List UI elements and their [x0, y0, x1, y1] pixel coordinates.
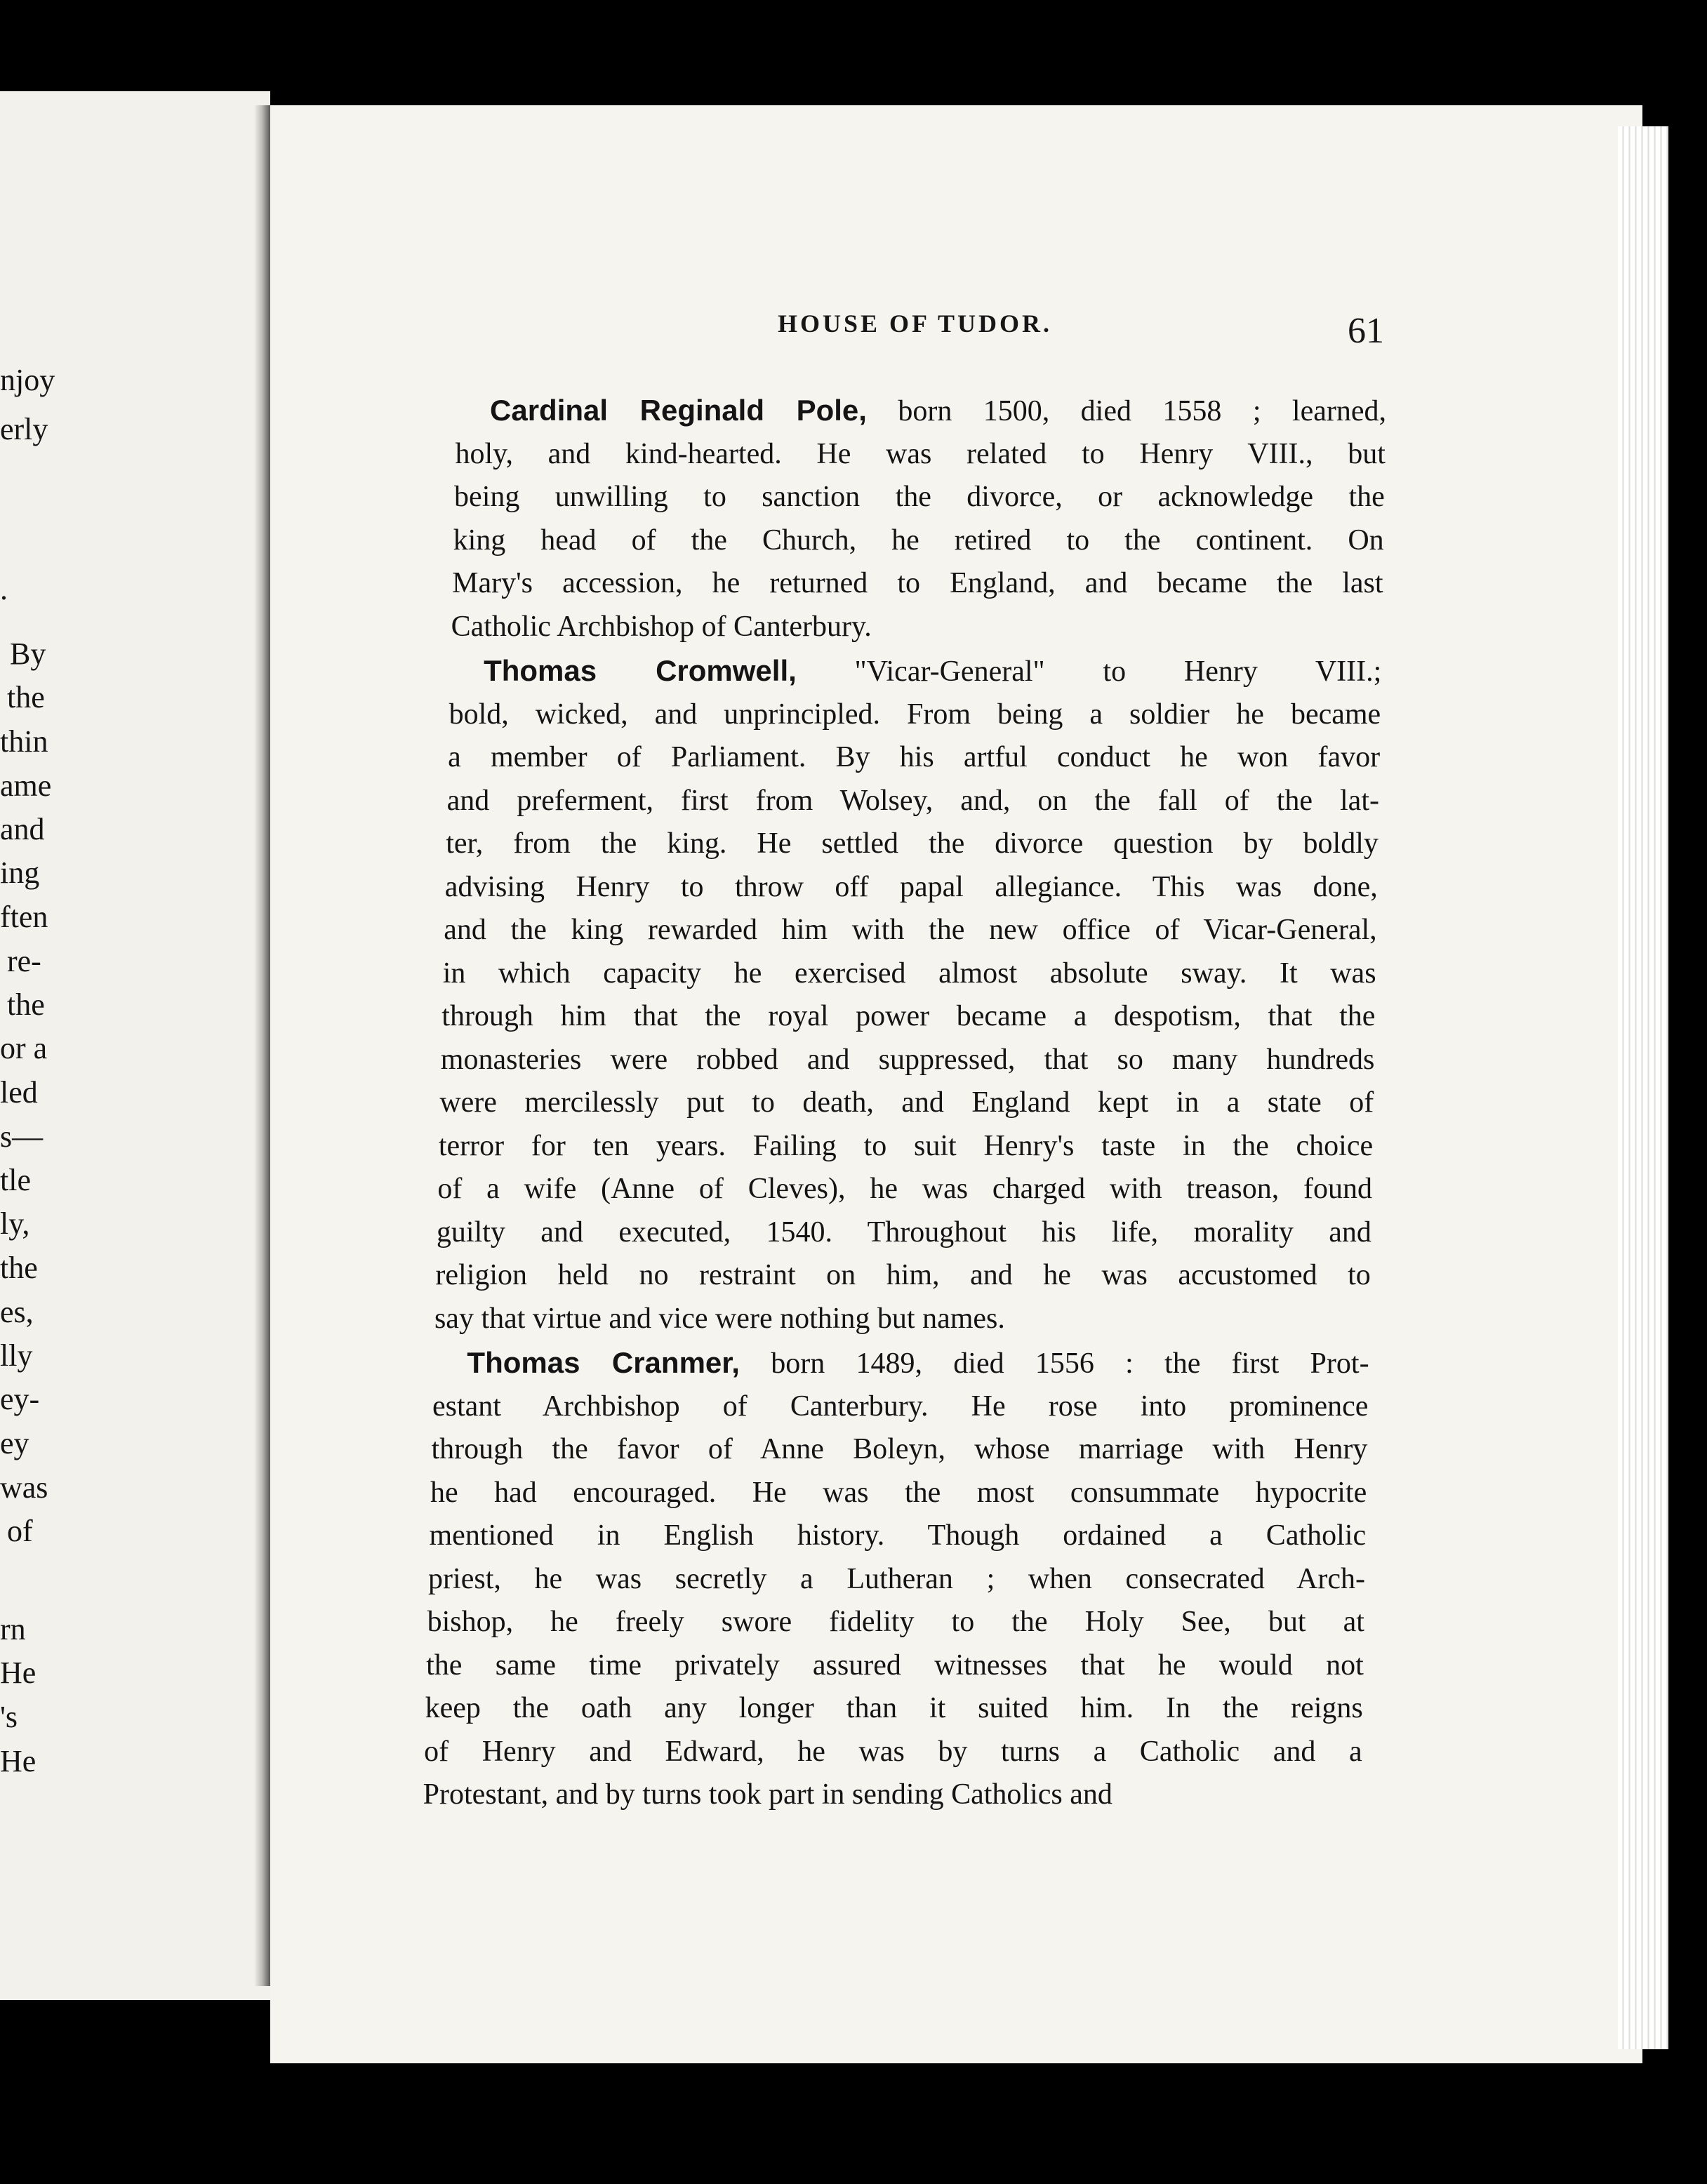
entry-name: Thomas Cranmer,: [467, 1346, 740, 1379]
paragraph-line: [443, 956, 1376, 991]
page-edge-stack: [1618, 126, 1668, 2049]
line-text: through him that the royal power became a despotism, that the: [441, 1000, 1376, 1032]
line-text: in which capacity he exercised almost absolute sway. It was: [442, 957, 1376, 990]
left-page-fragment: njoy: [0, 363, 55, 397]
left-page-fragment: of: [7, 1514, 33, 1548]
paragraph-line: [423, 1777, 1112, 1812]
paragraph-line: [441, 1042, 1375, 1077]
paragraph-line: [431, 1432, 1367, 1467]
line-text: terror for ten years. Failing to suit Henry's taste in the choice: [438, 1129, 1374, 1162]
line-text: mentioned in English history. Though ordained a Catholic: [429, 1519, 1367, 1552]
line-text: advising Henry to throw off papal allegiance. This was done,: [444, 870, 1378, 903]
paragraph-line: [439, 1085, 1374, 1120]
line-text: Catholic Archbishop of Canterbury.: [451, 610, 872, 643]
line-text: priest, he was secretly a Lutheran ; when consecrated Arch-: [428, 1562, 1366, 1595]
left-page-fragment: By: [10, 637, 46, 671]
line-text: of Henry and Edward, he was by turns a Catholic and a: [424, 1735, 1362, 1768]
left-page-fragment: led: [0, 1075, 38, 1110]
line-text: of a wife (Anne of Cleves), he was charged with treason, found: [437, 1173, 1373, 1205]
line-text: ter, from the king. He settled the divorce question by boldly: [446, 827, 1379, 860]
line-text: and the king rewarded him with the new office of Vicar-General,: [444, 914, 1377, 946]
line-text: a member of Parliament. By his artful conduct he won favor: [448, 741, 1381, 773]
paragraph-line: [430, 1518, 1367, 1553]
entry-name: Cardinal Reginald Pole,: [490, 394, 867, 427]
left-page-fragment: or a: [0, 1031, 48, 1065]
paragraph-line: [445, 870, 1378, 905]
left-page-fragment: ey-: [0, 1382, 40, 1416]
paragraph-line: [456, 437, 1386, 472]
line-text: bishop, he freely swore fidelity to the Holy See, but at: [427, 1606, 1364, 1638]
left-page-fragment: 's: [0, 1700, 18, 1734]
paragraph-line: [446, 826, 1379, 861]
left-page-fragment: s—: [0, 1119, 44, 1154]
left-page-fragment: was: [0, 1470, 48, 1505]
line-text: Protestant, and by turns took part in sending Catholics and: [423, 1778, 1112, 1811]
line-text: "Vicar-General" to Henry VIII.;: [796, 655, 1382, 688]
paragraph-line: [426, 1648, 1364, 1683]
left-page-fragment: .: [0, 572, 8, 606]
paragraph-first-line: [490, 393, 1386, 429]
paragraph-line: [430, 1475, 1367, 1510]
left-page-fragment: ing: [0, 855, 40, 890]
paragraph-line: [435, 1258, 1370, 1293]
left-page-fragment: lly: [0, 1338, 33, 1373]
paragraph-line: [454, 479, 1385, 514]
line-text: holy, and kind-hearted. He was related to Henry VIII., but: [455, 437, 1386, 470]
line-text: were mercilessly put to death, and England kept in a state of: [439, 1086, 1374, 1119]
line-text: the same time privately assured witnesses that he would not: [426, 1649, 1364, 1682]
line-text: through the favor of Anne Boleyn, whose marriage with Henry: [431, 1433, 1368, 1465]
paragraph-line: [437, 1171, 1372, 1206]
paragraph-line: [425, 1691, 1363, 1726]
paragraph-first-line: [484, 653, 1381, 689]
left-page-fragment: thin: [0, 724, 48, 759]
line-text: he had encouraged. He was the most consummate hypocrite: [430, 1476, 1367, 1509]
entry-name: Thomas Cromwell,: [484, 654, 797, 687]
left-page-fragment: ey: [0, 1426, 29, 1460]
line-text: bold, wicked, and unprincipled. From being a soldier he became: [449, 698, 1381, 731]
left-page-fragment: tle: [0, 1163, 31, 1197]
paragraph-line: [444, 912, 1376, 947]
left-page-fragment: re-: [7, 944, 41, 978]
running-head: HOUSE OF TUDOR.: [778, 309, 1053, 338]
line-text: and preferment, first from Wolsey, and, on the fall of the lat-: [446, 784, 1379, 817]
line-text: guilty and executed, 1540. Throughout his life, morality and: [436, 1216, 1371, 1249]
line-text: born 1500, died 1558 ; learned,: [866, 395, 1386, 427]
paragraph-line: [427, 1604, 1364, 1639]
left-page-fragment: the: [7, 680, 45, 714]
left-page-fragment: and: [0, 812, 45, 846]
line-text: Mary's accession, he returned to England, and became the last: [452, 567, 1383, 599]
paragraph-line: [452, 566, 1383, 601]
left-page-fragment: es,: [0, 1295, 34, 1329]
paragraph-line: [448, 740, 1380, 775]
paragraph-line: [441, 999, 1375, 1034]
paragraph-line: [453, 523, 1384, 558]
left-page-fragment: ly,: [0, 1206, 30, 1241]
left-page-fragment: erly: [0, 412, 48, 446]
line-text: say that virtue and vice were nothing but names.: [434, 1302, 1005, 1335]
line-text: monasteries were robbed and suppressed, that so many hundreds: [440, 1043, 1375, 1076]
left-page-fragment: rn: [0, 1612, 26, 1646]
line-text: estant Archbishop of Canterbury. He rose into prominence: [432, 1390, 1369, 1423]
page-number: 61: [1348, 311, 1384, 351]
left-page-fragment: He: [0, 1656, 36, 1690]
paragraph-line: [434, 1301, 1005, 1336]
line-text: being unwilling to sanction the divorce, or acknowledge the: [454, 481, 1385, 513]
paragraph-line: [439, 1128, 1373, 1164]
paragraph-line: [447, 783, 1379, 818]
line-text: king head of the Church, he retired to the continent. On: [453, 524, 1384, 557]
left-page-fragment: ame: [0, 768, 52, 803]
paragraph-first-line: [467, 1345, 1369, 1381]
paragraph-line: [451, 609, 872, 644]
paragraph-line: [449, 697, 1381, 732]
left-page-fragment: the: [7, 987, 45, 1022]
paragraph-line: [437, 1215, 1371, 1250]
left-page-fragment: ften: [0, 900, 48, 934]
paragraph-line: [432, 1389, 1369, 1424]
paragraph-line: [424, 1734, 1362, 1769]
line-text: born 1489, died 1556 : the first Prot-: [739, 1347, 1369, 1380]
line-text: keep the oath any longer than it suited him. In the reigns: [425, 1692, 1363, 1724]
line-text: religion held no restraint on him, and he was accustomed to: [435, 1259, 1371, 1291]
left-page-fragment: He: [0, 1744, 36, 1778]
left-page-fragment: the: [0, 1251, 38, 1285]
paragraph-line: [428, 1562, 1365, 1597]
